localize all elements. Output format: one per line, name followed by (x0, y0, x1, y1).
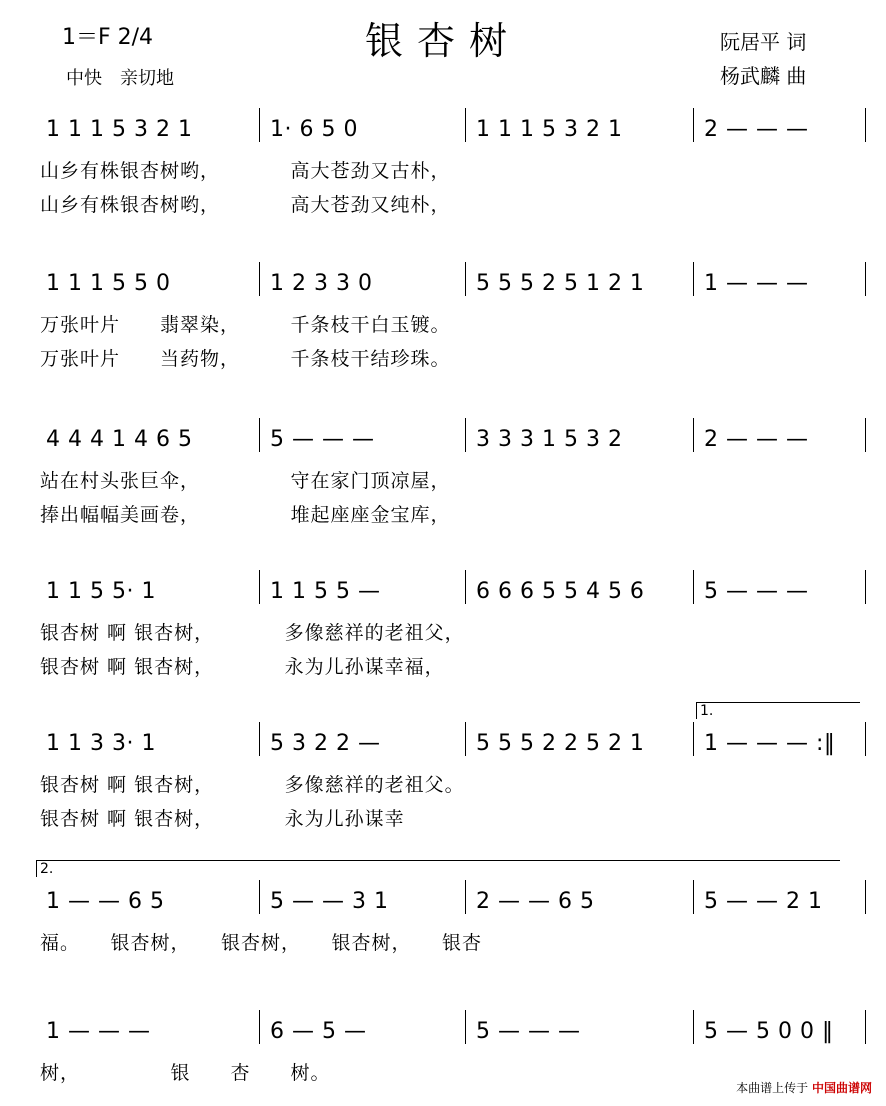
measure-notes: 5 5 5 2 2 5 2 1 (476, 731, 645, 756)
measure (694, 108, 866, 142)
measure (36, 418, 260, 452)
notation-row (36, 108, 866, 142)
measure-notes: 5 — — — (476, 1019, 581, 1044)
measure (694, 262, 866, 296)
measure-notes: 1 1 5 5 — (270, 579, 381, 604)
measure-notes: 2 — — 6 5 (476, 889, 595, 914)
measure-notes: 5 — — — (704, 579, 809, 604)
notation-row (36, 570, 866, 604)
notation-row (36, 722, 866, 756)
lyric-verse-1: 站在村头张巨伞， 守在家门顶凉屋， (40, 470, 451, 492)
composer-credit: 杨武麟 曲 (720, 64, 807, 88)
notation-row (36, 418, 866, 452)
measure-notes: 2 — — — (704, 117, 809, 142)
measure-notes: 1 — — 6 5 (46, 889, 165, 914)
measure-notes: 1· 6 5 0 (270, 117, 358, 142)
notation-row (36, 880, 866, 914)
measure-notes: 6 6 6 5 5 4 5 6 (476, 579, 645, 604)
measure-notes: 1 — — — (704, 271, 809, 296)
measure (466, 1010, 694, 1044)
measure-notes: 1 1 1 5 5 0 (46, 271, 171, 296)
measure-notes: 1 1 1 5 3 2 1 (476, 117, 623, 142)
measure (694, 418, 866, 452)
measure (694, 570, 866, 604)
measure (694, 722, 866, 756)
song-title: 银杏树 (364, 19, 521, 63)
tempo-marking: 中快 亲切地 (66, 68, 174, 89)
measure (260, 1010, 466, 1044)
measure (466, 880, 694, 914)
measure-notes: 5 — — 3 1 (270, 889, 389, 914)
measure-notes: 5 — — — (270, 427, 375, 452)
measure (36, 108, 260, 142)
upload-footer (736, 1079, 872, 1096)
measure-notes: 1 2 3 3 0 (270, 271, 373, 296)
measure (36, 570, 260, 604)
lyric-verse-1: 山乡有株银杏树哟， 高大苍劲又古朴， (40, 160, 451, 182)
measure-notes: 3 3 3 1 5 3 2 (476, 427, 623, 452)
measure-notes: 1 1 1 5 3 2 1 (46, 117, 193, 142)
measure (260, 880, 466, 914)
measure (466, 108, 694, 142)
measure-notes: 5 — — 2 1 (704, 889, 823, 914)
notation-row (36, 262, 866, 296)
footer-site: 中国曲谱网 (811, 1081, 872, 1095)
measure (36, 262, 260, 296)
measure (260, 418, 466, 452)
lyric-verse-2: 捧出幅幅美画卷， 堆起座座金宝库， (40, 504, 451, 526)
lyric-verse-2: 银杏树 啊 银杏树， 永为儿孙谋幸 (40, 808, 405, 830)
lyric-verse-2: 银杏树 啊 银杏树， 永为儿孙谋幸福， (40, 656, 445, 678)
measure (36, 880, 260, 914)
lyric-verse-2: 万张叶片 当药物， 千条枝干结珍珠。 (40, 348, 451, 370)
measure-notes: 5 5 5 2 5 1 2 1 (476, 271, 645, 296)
measure (260, 570, 466, 604)
measure (36, 1010, 260, 1044)
measure (466, 570, 694, 604)
measure (466, 418, 694, 452)
measure-notes: 1 — — — (46, 1019, 151, 1044)
lyric-verse-1: 树， 银 杏 树。 (40, 1062, 331, 1084)
measure (466, 722, 694, 756)
lyric-verse-1: 万张叶片 翡翠染， 千条枝干白玉镀。 (40, 314, 451, 336)
measure (694, 1010, 866, 1044)
lyric-verse-1: 银杏树 啊 银杏树， 多像慈祥的老祖父， (40, 622, 465, 644)
measure-notes: 5 — 5 0 0 ‖ (704, 1019, 834, 1044)
measure-notes: 6 — 5 — (270, 1019, 367, 1044)
measure-notes: 1 1 5 5· 1 (46, 579, 156, 604)
key-signature: 1＝F 2/4 (62, 25, 154, 50)
lyric-verse-1: 福。 银杏树， 银杏树， 银杏树， 银杏 (40, 932, 483, 954)
lyric-verse-1: 银杏树 啊 银杏树， 多像慈祥的老祖父。 (40, 774, 465, 796)
measure-notes: 2 — — — (704, 427, 809, 452)
measure (260, 108, 466, 142)
measure-notes: 5 3 2 2 — (270, 731, 381, 756)
measure-notes: 1 — — — :‖ (704, 731, 836, 756)
measure (466, 262, 694, 296)
volta-bracket: 2. (36, 860, 840, 877)
measure-notes: 1 1 3 3· 1 (46, 731, 156, 756)
volta-bracket: 1. (696, 702, 860, 719)
lyric-verse-2: 山乡有株银杏树哟， 高大苍劲又纯朴， (40, 194, 451, 216)
measure (260, 262, 466, 296)
footer-text: 本曲谱上传于 (736, 1081, 809, 1095)
measure (260, 722, 466, 756)
measure-notes: 4 4 4 1 4 6 5 (46, 427, 193, 452)
measure (36, 722, 260, 756)
measure (694, 880, 866, 914)
notation-row (36, 1010, 866, 1044)
lyricist-credit: 阮居平 词 (720, 30, 807, 54)
